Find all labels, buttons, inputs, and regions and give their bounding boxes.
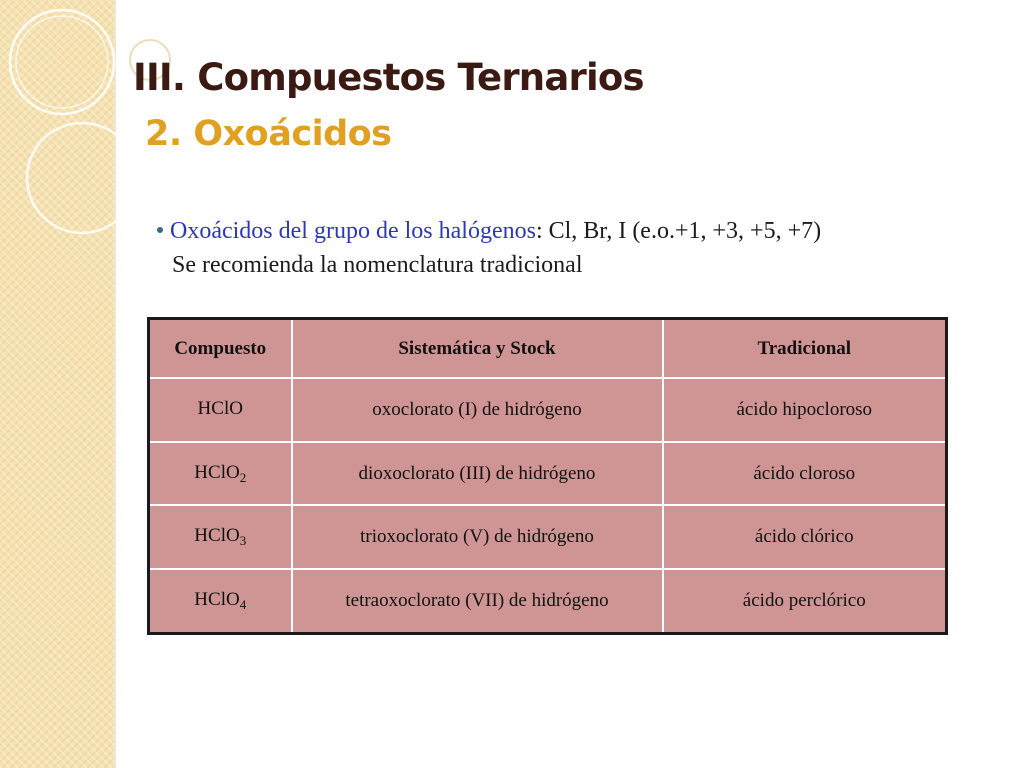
bullet-line-2: Se recomienda la nomenclatura tradicional <box>172 252 583 278</box>
formula-cell <box>149 378 292 441</box>
header-compuesto: Compuesto <box>149 319 292 379</box>
table-row <box>149 442 947 505</box>
table-header-row <box>149 319 947 379</box>
deco-circle-large-outer <box>10 10 114 114</box>
sistematica-cell: trioxoclorato (V) de hidrógeno <box>292 505 663 568</box>
oxoacids-table <box>147 317 948 635</box>
table-row <box>149 378 947 441</box>
formula-subscript: 3 <box>239 533 247 549</box>
header-sistematica: Sistemática y Stock <box>292 319 663 379</box>
sistematica-cell: dioxoclorato (III) de hidrógeno <box>292 442 663 505</box>
formula-cell <box>149 505 292 568</box>
tradicional-cell: ácido cloroso <box>663 442 947 505</box>
slide-title: III. Compuestos Ternarios <box>133 56 644 99</box>
tradicional-cell: ácido perclórico <box>663 569 947 634</box>
bullet-rest: : Cl, Br, I (e.o.+1, +3, +5, +7) <box>535 218 822 244</box>
deco-circle-large-inner <box>16 16 108 108</box>
tradicional-cell: ácido clórico <box>663 505 947 568</box>
header-tradicional: Tradicional <box>663 319 947 379</box>
sistematica-cell: oxoclorato (I) de hidrógeno <box>292 378 663 441</box>
formula-base: HClO <box>194 588 240 610</box>
formula-base: HClO <box>194 525 240 547</box>
bullet-highlight: Oxoácidos del grupo de los halógenos <box>170 218 536 244</box>
table-row <box>149 569 947 634</box>
bullet-block <box>155 214 821 282</box>
formula-cell <box>149 569 292 634</box>
formula-base: HClO <box>197 398 243 420</box>
formula-cell <box>149 442 292 505</box>
formula-base: HClO <box>194 461 240 483</box>
formula-subscript: 4 <box>239 596 247 612</box>
table-row <box>149 505 947 568</box>
slide-subtitle: 2. Oxoácidos <box>145 114 392 154</box>
deco-circle-lower <box>27 123 137 233</box>
formula-subscript: 2 <box>239 469 247 485</box>
sistematica-cell: tetraoxoclorato (VII) de hidrógeno <box>292 569 663 634</box>
bullet-line-1 <box>155 214 821 248</box>
tradicional-cell: ácido hipocloroso <box>663 378 947 441</box>
bullet-dot-icon <box>157 227 163 233</box>
